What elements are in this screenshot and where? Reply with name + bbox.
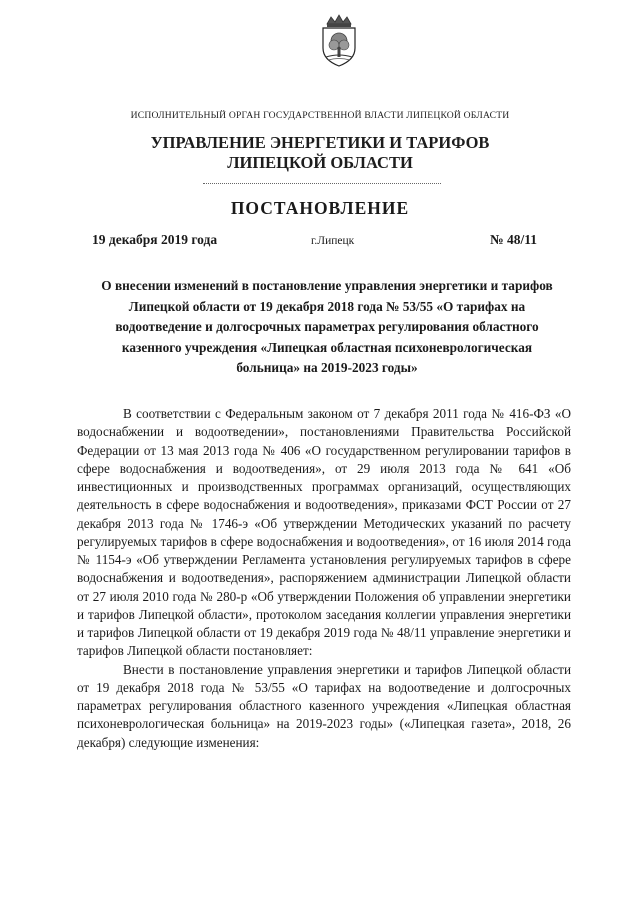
body-paragraph-resolution: Внести в постановление управления энергетики и тарифов Липецкой области от 19 декабря 2018 года № 53/55 «О тарифах на водоотведение и долгосрочных параметрах регулирования областного казенного учреждения «Липецкая областная психоневрологическая больница» на 2019-2023 годы» («Липецкая газета», 2018, 26 декабря) следующие изменения:	[77, 661, 571, 750]
document-body	[77, 405, 571, 752]
document-city: г.Липецк	[311, 235, 355, 247]
document-subject: О внесении изменений в постановление управления энергетики и тарифов Липецкой области от 19 декабря 2018 года № 53/55 «О тарифах на водоотведение и долгосрочных параметрах регулирования областного казенного учреждения «Липецкая областная психоневрологическая больница» на 2019-2023 годы»	[101, 278, 553, 376]
department-title-line1: УПРАВЛЕНИЕ ЭНЕРГЕТИКИ И ТАРИФОВ	[150, 133, 490, 152]
coat-of-arms-icon	[317, 14, 361, 68]
issuing-authority-line: ИСПОЛНИТЕЛЬНЫЙ ОРГАН ГОСУДАРСТВЕННОЙ ВЛАСТИ ЛИПЕЦКОЙ ОБЛАСТИ	[130, 110, 510, 121]
body-paragraph-preamble: В соответствии с Федеральным законом от 7 декабря 2011 года № 416-ФЗ «О водоснабжении и водоотведении», постановлениями Правительства Российской Федерации от 13 мая 2013 года № 406 «О государственном регулировании тарифов в сфере водоснабжения и водоотведения», от 29 июля 2013 года № 641 «Об инвестиционных и производственных программах организаций, осуществляющих деятельность в сфере водоснабжения и водоотведения», приказами ФСТ России от 27 декабря 2013 года № 1746-э «Об утверждении Методических указаний по расчету регулируемых тарифов в сфере водоснабжения и водоотведения», от 16 июля 2014 года № 1154-э «Об утверждении Регламента установления регулируемых тарифов в сфере водоснабжения и водоотведения», распоряжением администрации Липецкой области от 27 июля 2010 года № 280-р «Об утверждении Положения об управлении энергетики и тарифов Липецкой области», протоколом заседания коллегии управления энергетики и тарифов Липецкой области от 19 декабря 2019 года № 48/11 управление энергетики и тарифов Липецкой области постановляет:	[77, 406, 571, 659]
department-title-line2: ЛИПЕЦКОЙ ОБЛАСТИ	[227, 153, 413, 172]
document-number: № 48/11	[490, 232, 537, 247]
document-type-title: ПОСТАНОВЛЕНИЕ	[230, 198, 410, 218]
separator-line	[203, 183, 441, 184]
document-date: 19 декабря 2019 года	[92, 232, 218, 247]
